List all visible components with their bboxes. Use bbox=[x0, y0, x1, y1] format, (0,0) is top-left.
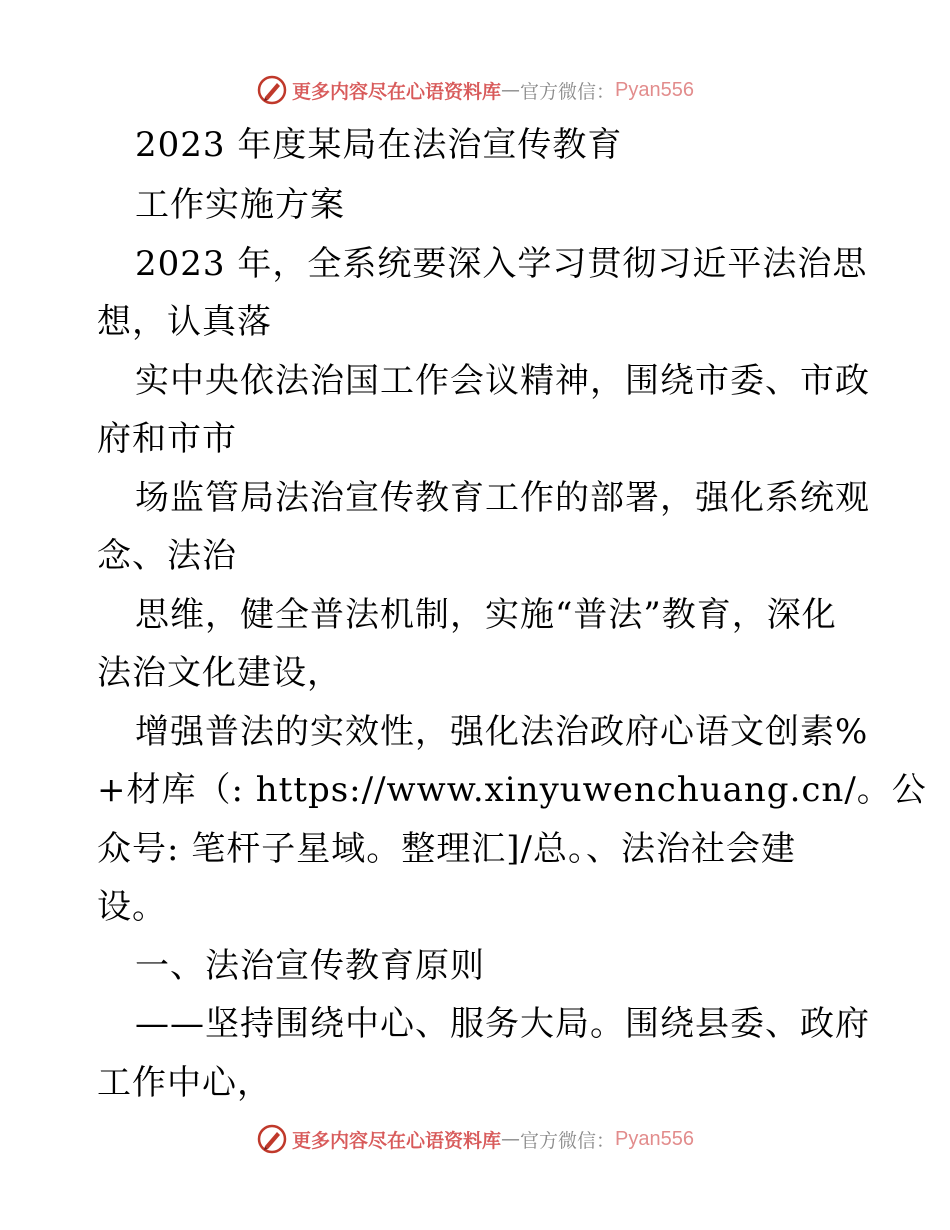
pen-logo-icon bbox=[256, 74, 288, 106]
banner-main-text: 更多内容尽在心语资料库 bbox=[292, 1129, 502, 1152]
paragraph-line: 增强普法的实效性，强化法治政府心语文创素% bbox=[135, 712, 869, 752]
banner-sub-text: 官方微信： bbox=[520, 1129, 616, 1152]
paragraph-line: 法治文化建设， bbox=[97, 653, 342, 693]
paragraph-line: 2023 年，全系统要深入学习贯彻习近平法治思 bbox=[135, 244, 868, 284]
pen-logo-icon bbox=[256, 1123, 288, 1155]
header-banner bbox=[0, 70, 950, 110]
paragraph-line: 实中央依法治国工作会议精神，围绕市委、市政 bbox=[135, 361, 870, 401]
paragraph-line: 设。 bbox=[97, 887, 167, 927]
paragraph-line: 念、法治 bbox=[97, 536, 237, 576]
paragraph-line: 思维，健全普法机制，实施“普法”教育，深化 bbox=[135, 595, 837, 635]
section-heading: 一、法治宣传教育原则 bbox=[135, 946, 485, 986]
doc-title-line-2: 工作实施方案 bbox=[135, 185, 345, 225]
banner-dash: — bbox=[501, 79, 521, 101]
paragraph-line: 工作中心， bbox=[97, 1063, 272, 1103]
banner-main-text: 更多内容尽在心语资料库 bbox=[292, 80, 502, 103]
paragraph-line: +材库（: https://www.xinyuwenchuang.cn/。公 bbox=[97, 770, 927, 810]
paragraph-line: ——坚持围绕中心、服务大局。围绕县委、政府 bbox=[135, 1004, 870, 1044]
paragraph-line: 场监管局法治宣传教育工作的部署，强化系统观 bbox=[135, 478, 870, 518]
doc-title-line-1: 2023 年度某局在法治宣传教育 bbox=[135, 125, 623, 165]
paragraph-line: 众号: 笔杆子星域。整理汇]/总。、法治社会建 bbox=[97, 829, 796, 869]
banner-dash: — bbox=[501, 1128, 521, 1150]
footer-banner bbox=[0, 1119, 950, 1159]
banner-wechat-id: Pyan556 bbox=[615, 78, 694, 101]
banner-wechat-id: Pyan556 bbox=[615, 1127, 694, 1150]
paragraph-line: 府和市市 bbox=[97, 419, 237, 459]
paragraph-line: 想，认真落 bbox=[97, 302, 272, 342]
banner-sub-text: 官方微信： bbox=[520, 80, 616, 103]
